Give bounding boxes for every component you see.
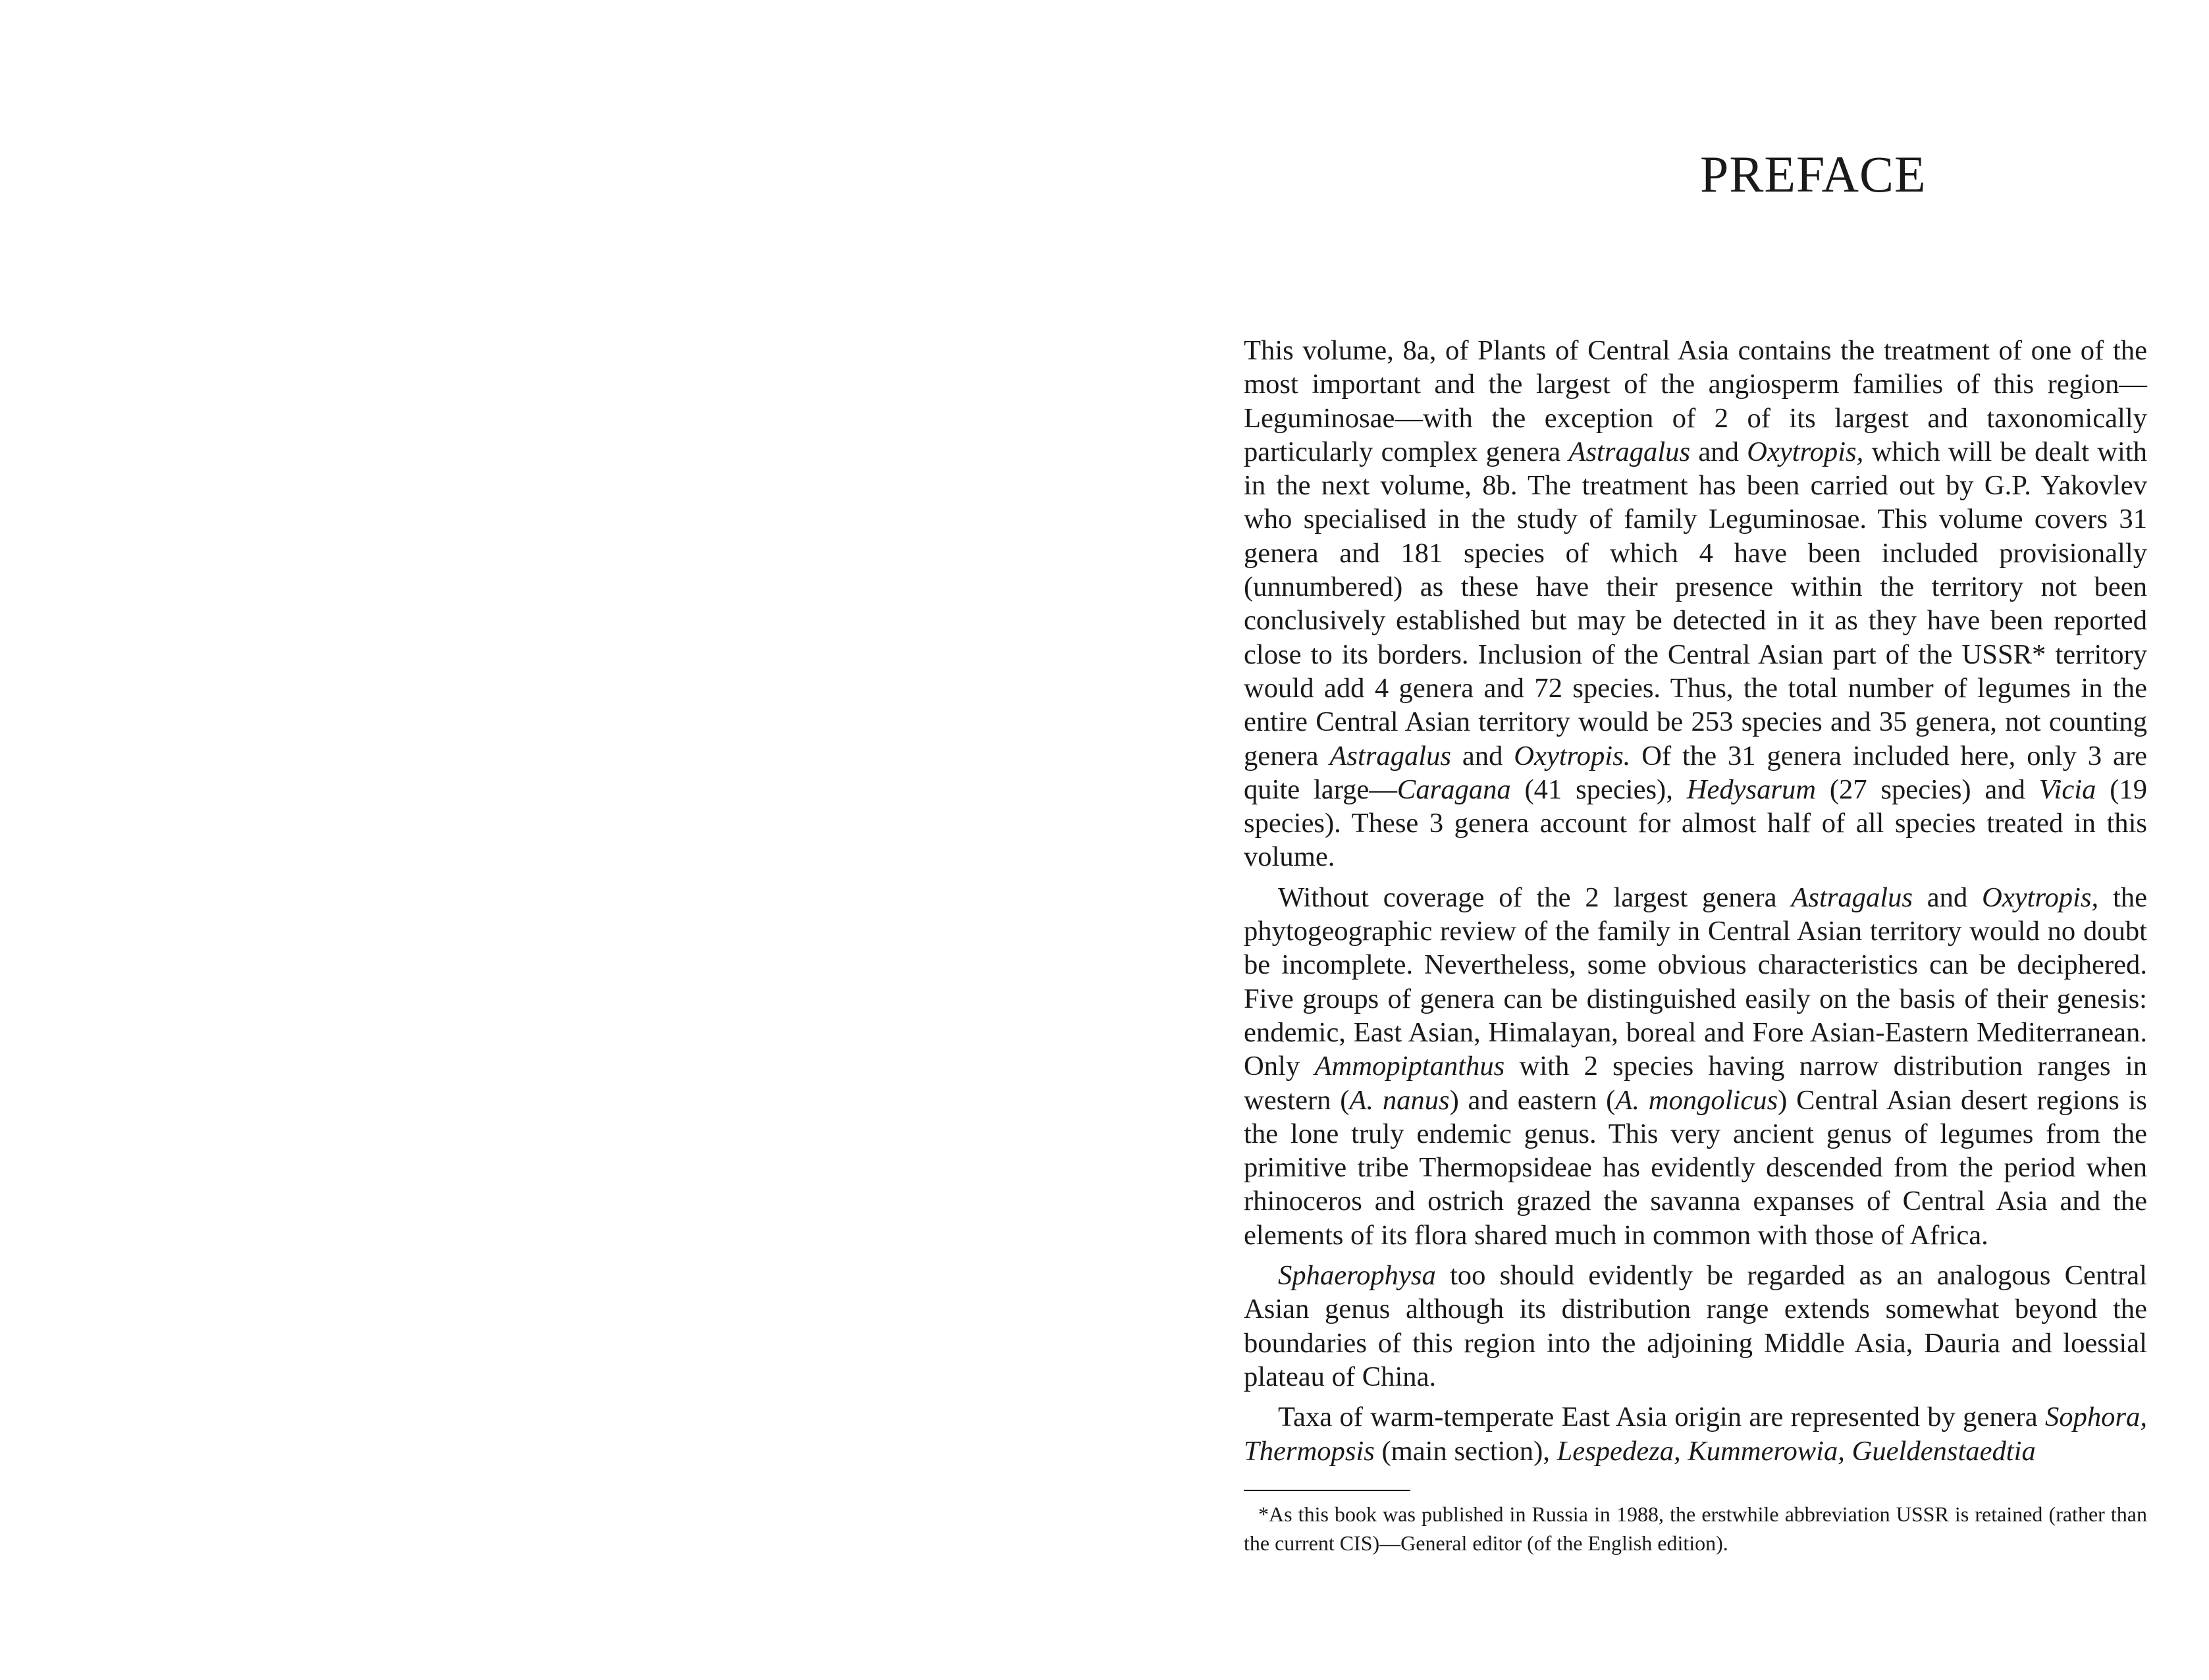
- italic-term: Oxytropis,: [1747, 436, 1864, 467]
- text-run: (41 species),: [1510, 774, 1687, 805]
- text-run: This volume, 8a, of Plants of Central Asia contains the treatment of one of the most important and the largest of the angiosperm families of this region—Leguminosae—with the exception of 2 of its largest and taxonomically particularly complex genera: [1244, 335, 2147, 467]
- text-run: (27 species) and: [1816, 774, 2039, 805]
- italic-term: Caragana: [1397, 774, 1511, 805]
- right-page: [1104, 0, 2209, 1680]
- italic-term: Hedysarum: [1686, 774, 1817, 805]
- italic-term: Oxytropis,: [1982, 881, 2099, 913]
- italic-term: Sphaerophysa: [1278, 1260, 1436, 1292]
- text-run: Of the 31 genera included here, only 3 are quite large—: [1244, 740, 2148, 805]
- footnote: *As this book was published in Russia in 1988, the erstwhile abbreviation USSR is retained (rather than the current CIS)—General editor (of the English edition).: [1244, 1502, 2147, 1555]
- text-run: with 2 species having narrow distribution ranges in western (: [1244, 1051, 2148, 1116]
- text-run: (19 species). These 3 genera account for almost half of all species treated in this volume.: [1244, 774, 2147, 873]
- italic-term: Oxytropis.: [1514, 740, 1631, 772]
- paragraph: [1244, 1259, 2147, 1394]
- italic-term: Lespedeza, Kummerowia, Gueldenstaedtia: [1557, 1435, 2036, 1467]
- body-text: [1244, 334, 2147, 1468]
- footnote-divider: [1244, 1490, 1410, 1491]
- text-run: ) Central Asian desert regions is the lone truly endemic genus. This very ancient genus of legumes from the primitive tribe Thermopsideae has evidently descended from the period when rhinoceros and ostrich grazed the savanna expanses of Central Asia and the elements of its flora shared much in common with those of Africa.: [1244, 1084, 2147, 1251]
- left-page-blank: [0, 0, 1104, 1680]
- page-title: PREFACE: [1700, 145, 1927, 203]
- text-run: Without coverage of the 2 largest genera: [1278, 881, 1792, 913]
- text-run: and: [1912, 881, 1983, 913]
- text-run: ) and eastern (: [1449, 1084, 1616, 1116]
- text-run: and: [1690, 436, 1747, 467]
- text-run: (main section),: [1374, 1435, 1557, 1467]
- italic-term: Astragalus: [1568, 436, 1691, 467]
- text-run: and: [1451, 740, 1514, 772]
- italic-term: Sophora, Thermopsis: [1244, 1402, 2147, 1467]
- paragraph: [1244, 1400, 2147, 1468]
- text-run: Taxa of warm-temperate East Asia origin are represented by genera: [1278, 1402, 2045, 1433]
- text-run: too should evidently be regarded as an analogous Central Asian genus although its distribution range extends somewhat beyond the boundaries of this region into the adjoining Middle Asia, Dauria and loessial plateau of China.: [1244, 1260, 2147, 1392]
- italic-term: Astragalus: [1791, 881, 1913, 913]
- text-run: the phytogeographic review of the family in Central Asian territory would no doubt be incomplete. Nevertheless, some obvious characteristics can be deciphered. Five groups of genera can be distinguished easily on the basis of their genesis: endemic, East Asian, Himalayan, boreal and Fore Asian-Eastern Mediterranean. Only: [1244, 881, 2147, 1082]
- paragraph: [1244, 334, 2147, 874]
- italic-term: Astragalus: [1329, 740, 1451, 772]
- italic-term: A. mongolicus: [1615, 1084, 1778, 1116]
- text-run: which will be dealt with in the next volume, 8b. The treatment has been carried out by G.P. Yakovlev who specialised in the study of family Leguminosae. This volume covers 31 genera and 181 species of which 4 have been included provisionally (unnumbered) as these have their presence within the territory not been conclusively established but may be detected in it as they have been reported close to its borders. Inclusion of the Central Asian part of the USSR* territory would add 4 genera and 72 species. Thus, the total number of legumes in the entire Central Asian territory would be 253 species and 35 genera, not counting genera: [1244, 436, 2147, 772]
- italic-term: A. nanus: [1349, 1084, 1450, 1116]
- italic-term: Vicia: [2038, 774, 2096, 805]
- italic-term: Ammopiptanthus: [1314, 1051, 1505, 1082]
- paragraph: [1244, 881, 2147, 1252]
